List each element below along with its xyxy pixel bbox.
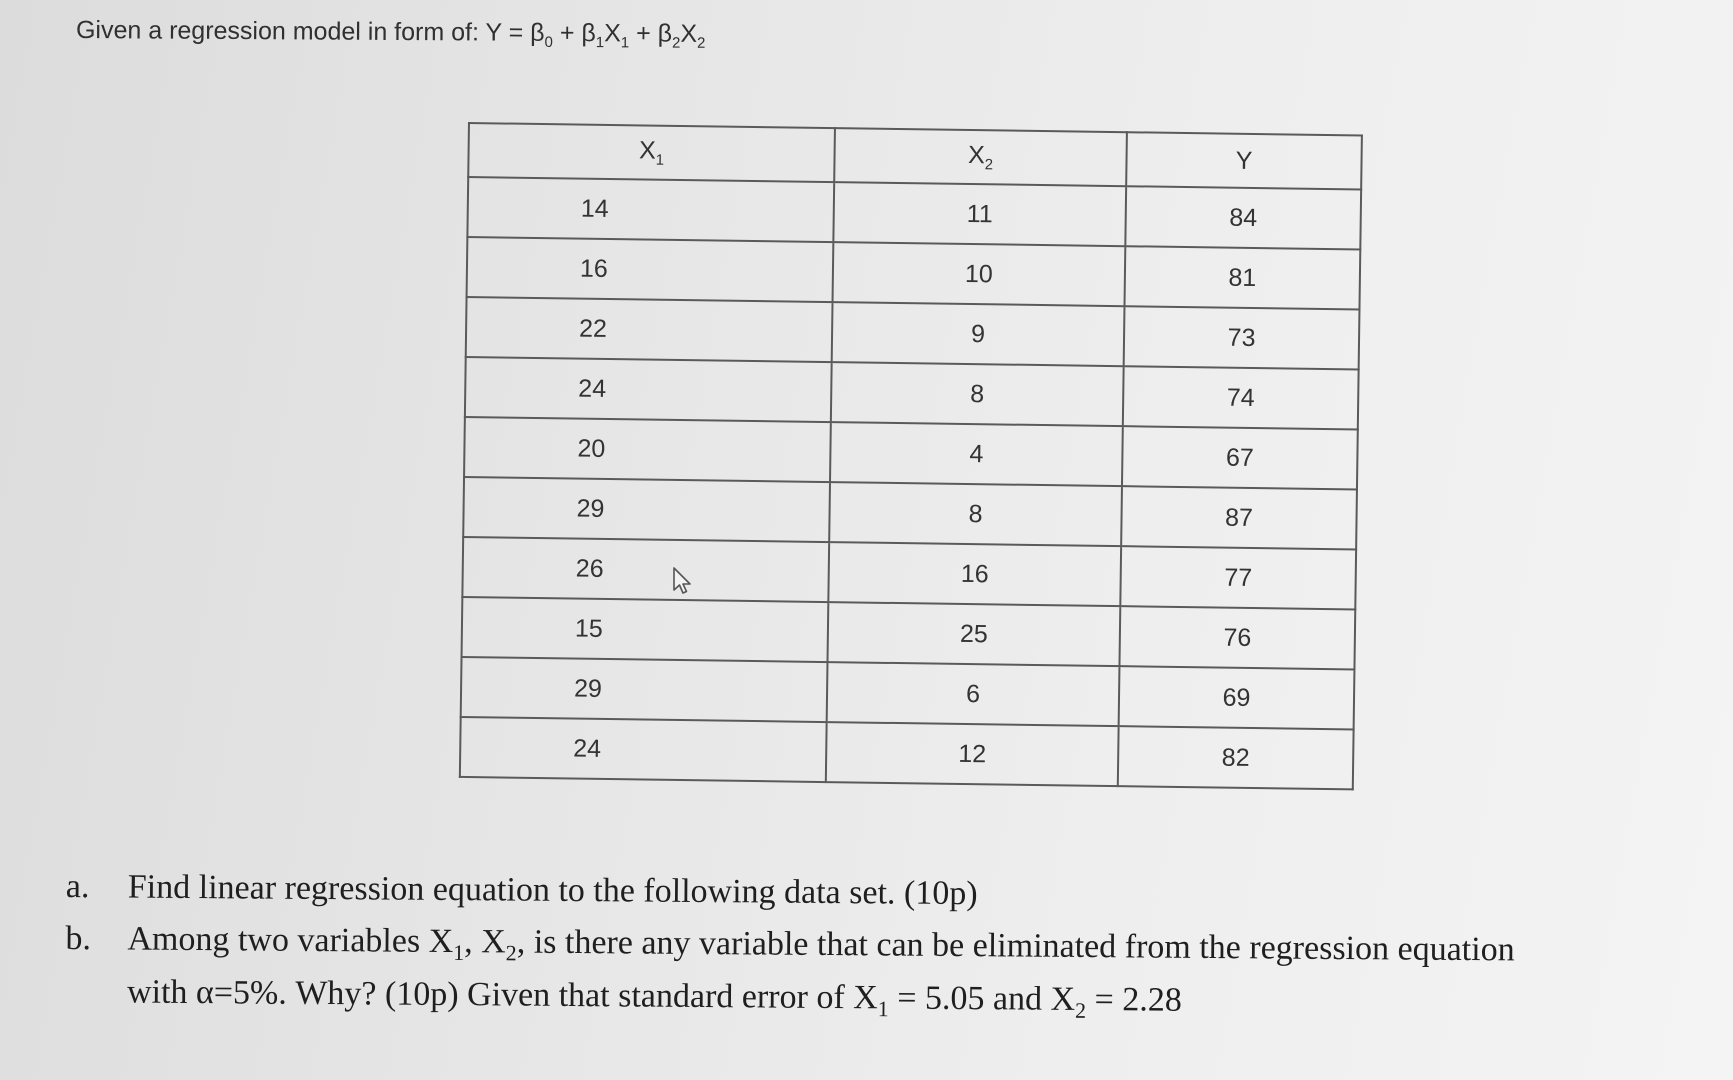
cell-x1: 26 bbox=[462, 537, 829, 602]
header-x2: $X_2$ bbox=[834, 128, 1127, 186]
cell-y: 77 bbox=[1120, 546, 1356, 609]
cell-y: 87 bbox=[1121, 486, 1357, 549]
question-a bbox=[66, 868, 1516, 917]
cell-y: 81 bbox=[1124, 246, 1360, 309]
cell-x2: 16 bbox=[828, 542, 1121, 606]
question-a-marker: a. bbox=[65, 868, 90, 906]
table-row bbox=[460, 717, 1354, 789]
problem-intro bbox=[76, 16, 706, 52]
cell-y: 84 bbox=[1125, 186, 1361, 249]
cell-x2: 8 bbox=[831, 362, 1124, 426]
cell-x1: 24 bbox=[460, 717, 827, 782]
cell-x1: 29 bbox=[463, 477, 830, 542]
intro-text: Given a regression model in form of: bbox=[75, 16, 486, 47]
cell-y: 73 bbox=[1124, 306, 1360, 369]
cell-y: 76 bbox=[1119, 606, 1355, 669]
header-x1: $X_1$ bbox=[468, 123, 835, 182]
mouse-pointer-icon bbox=[672, 566, 694, 596]
cell-x1: 22 bbox=[466, 297, 833, 362]
cell-y: 74 bbox=[1123, 366, 1359, 429]
question-b-marker: b. bbox=[65, 919, 92, 958]
cell-x2: 8 bbox=[829, 482, 1122, 546]
question-b-line1: Among two variables $X_1$, $X_2$, is there any variable that can be eliminated from the regression equation bbox=[127, 920, 1515, 969]
cell-x2: 6 bbox=[827, 662, 1120, 726]
cell-x1: 29 bbox=[461, 657, 828, 722]
cell-x1: 14 bbox=[467, 177, 834, 242]
question-b bbox=[65, 920, 1515, 974]
cell-x2: 10 bbox=[833, 242, 1126, 306]
cell-x2: 12 bbox=[826, 722, 1119, 786]
cell-x2: 25 bbox=[827, 602, 1120, 666]
cell-x2: 9 bbox=[832, 302, 1125, 366]
data-table-container bbox=[459, 122, 1363, 790]
question-b-line2: with α=5%. Why? (10p) Given that standard error of $X_1 = 5.05$ and $X_2 = 2.28$ bbox=[126, 973, 1182, 1023]
regression-equation: $Y = \beta_0 + \beta_1X_1 + \beta_2X_2$ bbox=[485, 18, 706, 52]
question-a-text: Find linear regression equation to the following data set. (10p) bbox=[127, 868, 978, 913]
cell-y: 69 bbox=[1119, 666, 1355, 729]
cell-x2: 4 bbox=[830, 422, 1123, 486]
data-table bbox=[459, 122, 1363, 790]
cell-x1: 24 bbox=[465, 357, 832, 422]
cell-x1: 16 bbox=[467, 237, 834, 302]
header-y: Y bbox=[1126, 132, 1362, 189]
questions-section bbox=[65, 868, 1515, 1027]
cell-y: 67 bbox=[1122, 426, 1358, 489]
cell-x2: 11 bbox=[833, 182, 1126, 246]
cell-y: 82 bbox=[1118, 726, 1354, 789]
cell-x1: 20 bbox=[464, 417, 831, 482]
cell-x1: 15 bbox=[462, 597, 829, 662]
